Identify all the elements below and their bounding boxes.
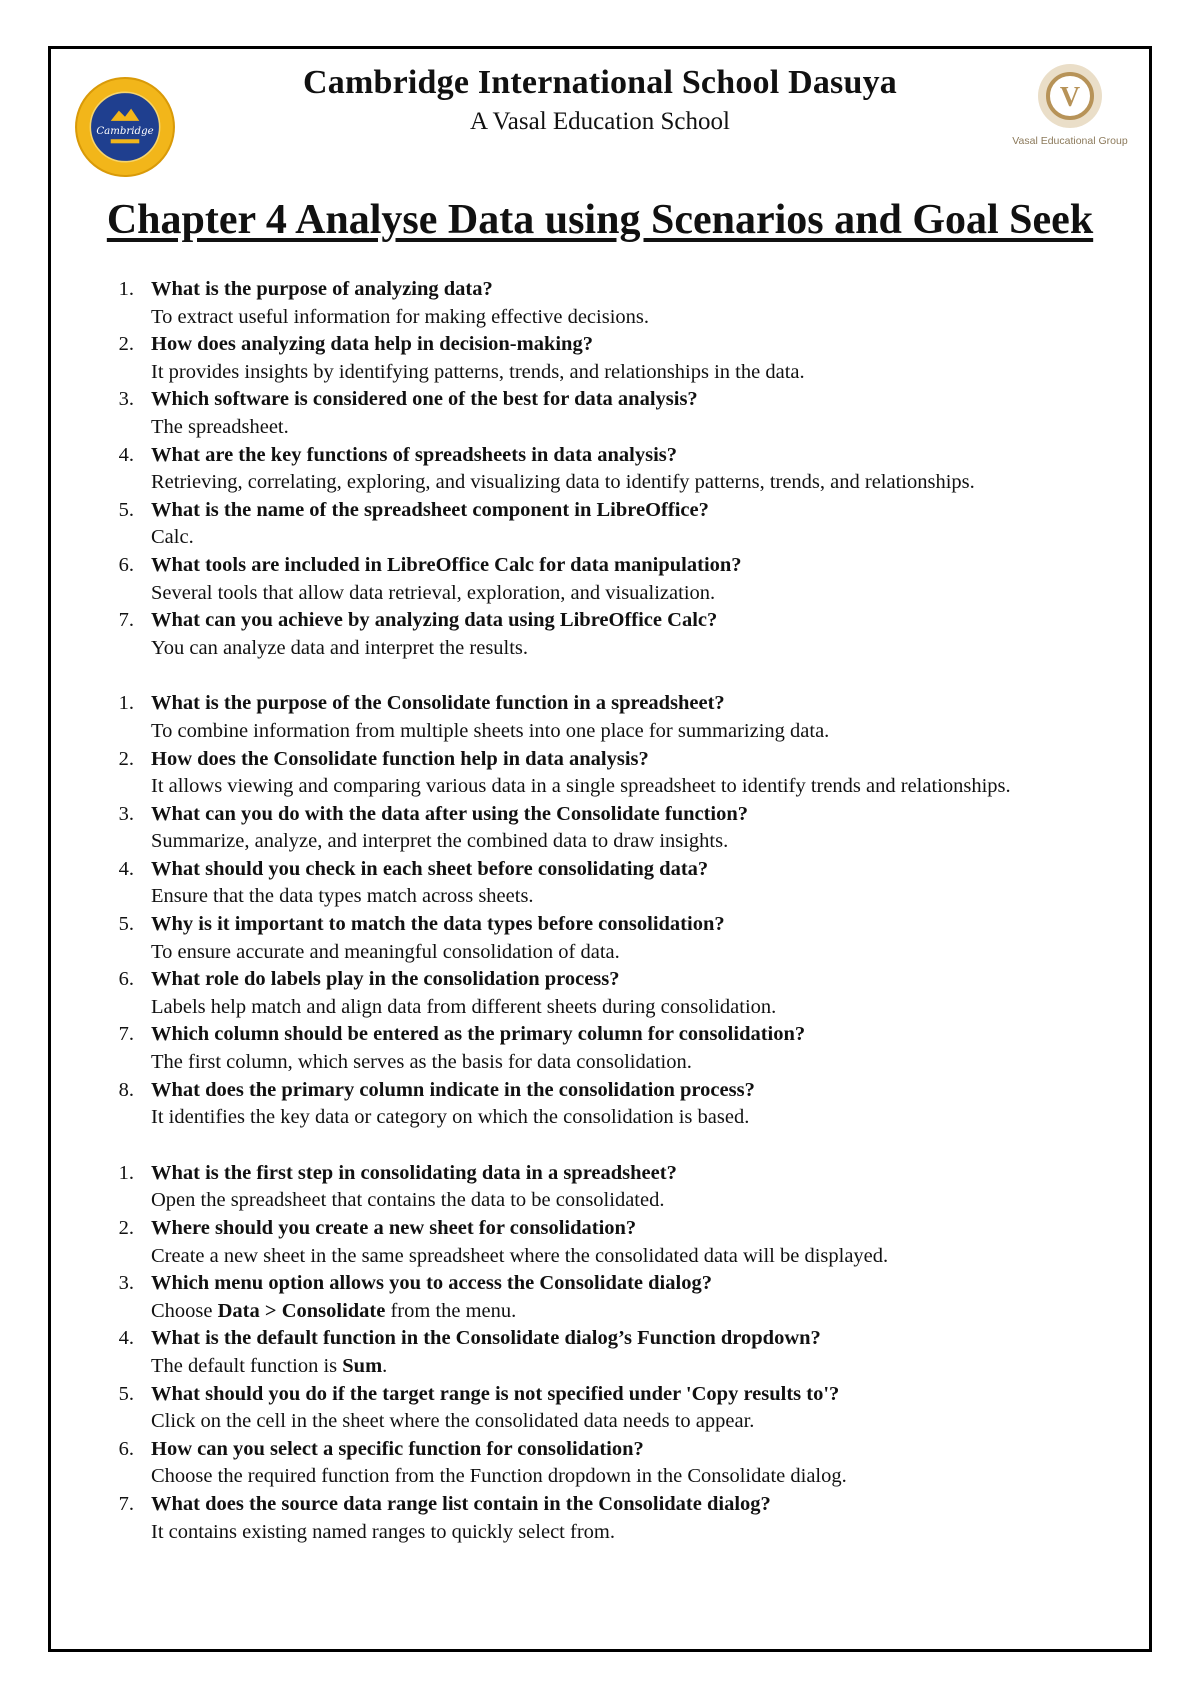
question: What is the default function in the Consolidate dialog’s Function dropdown?: [151, 1327, 821, 1350]
answer: Several tools that allow data retrieval, exploration, and visualization.: [151, 581, 716, 604]
answer: To combine information from multiple sheets into one place for summarizing data.: [151, 719, 830, 742]
qa-item: [108, 386, 1148, 441]
answer: Click on the cell in the sheet where the consolidated data needs to appear.: [151, 1410, 755, 1433]
item-number: 6.: [118, 1437, 134, 1460]
item-number: 3.: [118, 802, 134, 825]
answer: Open the spreadsheet that contains the data to be consolidated.: [151, 1189, 665, 1212]
question: Which software is considered one of the best for data analysis?: [151, 388, 698, 411]
answer: The first column, which serves as the basis for data consolidation.: [151, 1051, 692, 1074]
item-number: 2.: [118, 1217, 134, 1239]
qa-item: [108, 911, 1148, 966]
qa-item: [108, 1270, 1148, 1325]
answer: Choose the required function from the Function dropdown in the Consolidate dialog.: [151, 1465, 847, 1488]
question: What is the purpose of the Consolidate function in a spreadsheet?: [151, 692, 725, 715]
answer: Labels help match and align data from different sheets during consolidation.: [151, 995, 777, 1018]
question: What is the name of the spreadsheet component in LibreOffice?: [151, 498, 709, 521]
answer-text: Choose: [151, 1299, 218, 1322]
qa-section-3: [108, 1160, 1148, 1546]
question: What does the primary column indicate in the consolidation process?: [151, 1078, 755, 1101]
question: What tools are included in LibreOffice Calc for data manipulation?: [151, 553, 742, 576]
answer: It contains existing named ranges to quickly select from.: [151, 1520, 615, 1543]
qa-section-1: [108, 276, 1148, 662]
item-number: 8.: [118, 1078, 134, 1101]
qa-item: [108, 690, 1148, 745]
qa-item: [108, 856, 1148, 911]
answer: Summarize, analyze, and interpret the combined data to draw insights.: [151, 830, 729, 853]
qa-item: [108, 497, 1148, 552]
answer: [151, 1298, 1148, 1326]
answer: You can analyze data and interpret the results.: [151, 636, 529, 659]
question: What should you check in each sheet before consolidating data?: [151, 857, 709, 880]
cambridge-logo-text: Cambridge: [96, 126, 154, 138]
item-number: 5.: [118, 1382, 134, 1405]
school-name: Cambridge International School Dasuya: [303, 64, 897, 101]
item-number: 5.: [118, 498, 134, 521]
qa-item: [108, 1160, 1148, 1215]
answer: It identifies the key data or category on which the consolidation is based.: [151, 1106, 750, 1129]
qa-item: [108, 1491, 1148, 1546]
question: How can you select a specific function for consolidation?: [151, 1437, 644, 1460]
qa-item: [108, 966, 1148, 1021]
answer: To ensure accurate and meaningful consolidation of data.: [151, 940, 620, 963]
item-number: 2.: [118, 333, 134, 356]
question: What can you do with the data after using the Consolidate function?: [151, 802, 749, 825]
item-number: 7.: [118, 1023, 134, 1046]
vasal-logo-letter: V: [1059, 82, 1081, 113]
qa-item: [108, 1077, 1148, 1132]
question: What role do labels play in the consolidation process?: [151, 968, 620, 991]
qa-item: [108, 552, 1148, 607]
chapter-title: Chapter 4 Analyse Data using Scenarios and Goal Seek: [106, 197, 1094, 243]
question: What is the first step in consolidating data in a spreadsheet?: [151, 1161, 677, 1184]
qa-item: [108, 1021, 1148, 1076]
qa-item: [108, 442, 1148, 497]
question: Which column should be entered as the primary column for consolidation?: [151, 1023, 806, 1046]
answer: Ensure that the data types match across sheets.: [151, 885, 534, 908]
item-number: 4.: [118, 857, 134, 880]
question: What is the purpose of analyzing data?: [151, 278, 493, 300]
qa-item: [108, 1436, 1148, 1491]
item-number: 6.: [118, 553, 134, 576]
item-number: 1.: [118, 278, 134, 300]
answer: Calc.: [151, 526, 194, 549]
answer-emphasis: Data > Consolidate: [217, 1299, 386, 1322]
question: What should you do if the target range is not specified under 'Copy results to'?: [151, 1382, 840, 1405]
answer: Retrieving, correlating, exploring, and visualizing data to identify patterns, trends, and relationships.: [151, 471, 975, 494]
item-number: 7.: [118, 609, 134, 632]
question: Why is it important to match the data types before consolidation?: [151, 913, 725, 936]
answer-emphasis: Sum: [342, 1354, 383, 1377]
question: What can you achieve by analyzing data using LibreOffice Calc?: [151, 609, 718, 632]
qa-item: [108, 276, 1148, 331]
question: Which menu option allows you to access the Consolidate dialog?: [151, 1272, 712, 1295]
vasal-logo-text: Vasal Educational Group: [1012, 135, 1128, 147]
qa-item: [108, 607, 1148, 662]
item-number: 3.: [118, 1272, 134, 1295]
qa-item: [108, 1325, 1148, 1380]
item-number: 2.: [118, 747, 134, 770]
qa-item: [108, 1215, 1148, 1270]
qa-section-2: [108, 690, 1148, 1132]
item-number: 1.: [118, 1161, 134, 1184]
item-number: 5.: [118, 913, 134, 936]
answer: The spreadsheet.: [151, 415, 289, 438]
answer: Create a new sheet in the same spreadsheet where the consolidated data will be displayed.: [151, 1244, 889, 1267]
item-number: 1.: [118, 692, 134, 715]
question: Where should you create a new sheet for consolidation?: [151, 1217, 637, 1239]
question: How does the Consolidate function help in data analysis?: [151, 747, 649, 770]
item-number: 4.: [118, 1327, 134, 1350]
item-number: 4.: [118, 443, 134, 466]
item-number: 3.: [118, 388, 134, 411]
answer: It provides insights by identifying patterns, trends, and relationships in the data.: [151, 360, 805, 383]
answer: [151, 1353, 1148, 1381]
answer: To extract useful information for making effective decisions.: [151, 305, 649, 328]
qa-item: [108, 1381, 1148, 1436]
qa-content: [108, 276, 1148, 1546]
item-number: 7.: [118, 1492, 134, 1515]
item-number: 6.: [118, 968, 134, 991]
question: What are the key functions of spreadsheets in data analysis?: [151, 443, 678, 466]
school-subtitle: A Vasal Education School: [470, 108, 730, 135]
question: What does the source data range list contain in the Consolidate dialog?: [151, 1492, 771, 1515]
answer-text: .: [382, 1354, 388, 1377]
answer: It allows viewing and comparing various data in a single spreadsheet to identify trends and relationships.: [151, 775, 1011, 798]
answer-text: The default function is: [151, 1354, 343, 1377]
qa-item: [108, 331, 1148, 386]
answer-text: from the menu.: [385, 1299, 517, 1322]
qa-item: [108, 801, 1148, 856]
qa-item: [108, 746, 1148, 801]
question: How does analyzing data help in decision-making?: [151, 333, 593, 356]
